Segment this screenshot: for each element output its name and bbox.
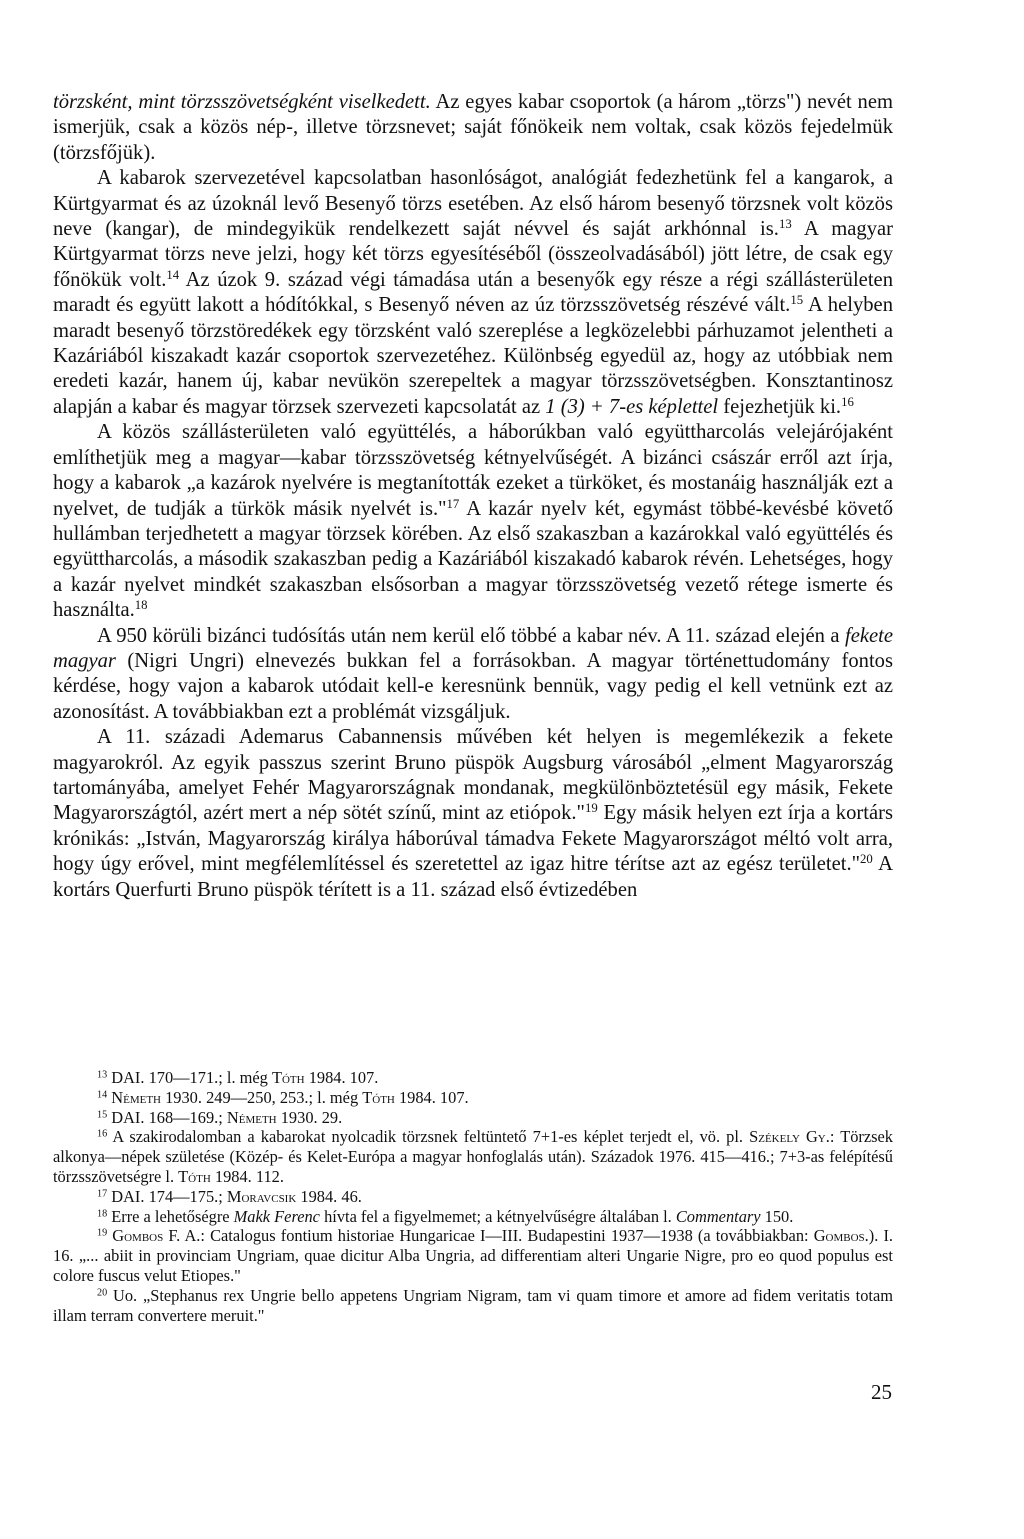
footnote-marker: 20: [860, 852, 873, 867]
text-run: A kortárs Querfurti Bruno püspök térített is a 11. század első évtizedében: [53, 853, 893, 901]
text-run: A kabarok szervezetével kapcsolatban hasonlóságot, analógiát fedezhetünk fel a kangarok, a Kürtgyarmat és az úzoknál levő Besenyő törzs esetében. Az első három besenyő törzsnek volt közös neve (kangar), de mindegyikük rendelkezett saját névvel és saját arkhónnal is.: [53, 167, 893, 241]
text-run: A 950 körüli bizánci tudósítás után nem kerül elő többé a kabar név. A 11. század elején a: [97, 624, 845, 647]
footnote-text: DAI. 170—171.; l. még: [107, 1068, 272, 1087]
footnote-number: 18: [97, 1208, 108, 1219]
text-run: fejezhetjük ki.: [718, 395, 842, 418]
paragraph: [53, 166, 893, 420]
italic-text: fekete magyar: [53, 624, 893, 672]
main-text: [53, 90, 893, 903]
paragraph: [53, 624, 893, 726]
text-run: Egy másik helyen ezt írja a kortárs krónikás: „István, Magyarország királya háborúval támadva Fekete Magyarországot méltó volt arra, hogy úgy erővel, mint megfélemlítéssel és szeretettel az igaz hitre térítse azt az egész területet.": [53, 802, 893, 876]
footnote-marker: 16: [841, 394, 854, 409]
footnote-text: 1984. 107.: [304, 1068, 379, 1087]
author-name: Németh: [111, 1087, 161, 1107]
footnote-marker: 18: [134, 598, 148, 613]
footnote-number: 14: [97, 1089, 108, 1101]
footnote: [53, 1286, 893, 1326]
footnote-marker: 13: [778, 217, 792, 232]
author-name: Tóth: [178, 1166, 211, 1186]
italic-text: Makk Ferenc: [233, 1206, 320, 1226]
footnote-text: hívta fel a figyelmemet; a kétnyelvűségre általában l.: [319, 1206, 676, 1226]
footnote-text: F. A.: Catalogus fontium historiae Hungaricae I—III. Budapestini 1937—1938 (a továbbiakban:: [163, 1226, 814, 1246]
footnote: [53, 1226, 893, 1285]
footnote-marker: 14: [166, 267, 180, 282]
footnote-number: 17: [97, 1188, 108, 1200]
footnote: [53, 1108, 893, 1128]
footnote-text: : Törzsek alkonya—népek születése (Közép- és Kelet-Európa a magyar honfoglalás után). Századok 1976. 415—416.; 7+3-as felépítésű törzsszövetségre l.: [53, 1127, 893, 1186]
author-name: Gombos: [813, 1226, 865, 1246]
text-run: A 11. századi Ademarus Cabannensis művében két helyen is megemlékezik a fekete magyarokról. Az egyik passzus szerint Bruno püspök Augsburg városából „elment Magyarország tartományába, amelyet Fehér Magyarországnak mondanak, megkülönböztetésül egy másik, Fekete Magyarországtól, azért mert a nép sötét színű, mint az etiópok.": [53, 726, 893, 825]
footnote-number: 13: [97, 1069, 108, 1081]
footnote: [53, 1207, 893, 1227]
author-name: Tóth: [271, 1068, 305, 1087]
italic-text: törzsként, mint törzsszövetségként viselkedett.: [53, 91, 431, 113]
author-name: Tóth: [362, 1087, 395, 1107]
author-name: Gombos: [112, 1226, 164, 1246]
footnote-text: Erre a lehetőségre: [107, 1206, 234, 1226]
footnote-number: 19: [97, 1227, 108, 1239]
footnote-text: Uo. „Stephanus rex Ungrie bello appetens Ungriam Nigram, tam vi quam timore et amore ad fidem veritatis totam illam terram convertere meruit.": [53, 1285, 893, 1325]
page-number: 25: [871, 1380, 892, 1404]
footnote-text: 1984. 46.: [296, 1186, 362, 1206]
footnote: [53, 1088, 893, 1108]
footnote-text: 1930. 249—250, 253.; l. még: [161, 1087, 363, 1107]
footnote-text: A szakirodalomban a kabarokat nyolcadik törzsnek feltüntető 7+1-es képlet terjedt el, vö. pl.: [107, 1127, 750, 1147]
footnote: [53, 1068, 893, 1088]
text-run: A közös szállásterületen való együttélés, a háborúkban való együttharcolás velejárójaként említhetjük meg a magyar—kabar törzsszövetség kétnyelvűségét. A bizánci császár erről azt írja, hogy a kabarok „a kazárok nyelvére is megtanították ezeket a türköket, és mostanáig használják ezt a nyelvet, de tudják a türkök másik nyelvét is.": [53, 421, 893, 520]
paragraph: [53, 90, 893, 166]
paragraph: [53, 420, 893, 623]
footnote-text: 1984. 107.: [394, 1087, 469, 1107]
paragraph: [53, 725, 893, 903]
footnote-number: 20: [97, 1287, 108, 1299]
text-run: (Nigri Ungri) elnevezés bukkan fel a forrásokban. A magyar történettudomány fontos kérdése, hogy vajon a kabarok utódait kell-e keresnünk bennük, vagy pedig el kell vetnünk ezt az azonosítást. A továbbiakban ezt a problémát vizsgáljuk.: [53, 649, 893, 723]
text-run: A magyar Kürtgyarmat törzs neve jelzi, hogy két törzs egyesítéséből (összeolvadásából) jött létre, de csak egy főnökük volt.: [53, 218, 893, 291]
footnote-text: 1984. 112.: [210, 1166, 284, 1186]
footnote-text: 150.: [760, 1206, 794, 1226]
footnote-marker: 17: [446, 496, 460, 511]
footnote: [53, 1127, 893, 1186]
text-run: Az egyes kabar csoportok (a három „törzs") nevét nem ismerjük, csak a közös nép-, illetve törzsnevet; saját főnökeik nem voltak, csak közös fejedelmük (törzsfőjük).: [53, 91, 893, 164]
author-name: Németh: [226, 1107, 277, 1127]
footnote-number: 16: [97, 1128, 108, 1140]
text-run: Az úzok 9. század végi támadása után a besenyők egy része a régi szállásterületen maradt és együtt lakott a hódítókkal, s Besenyő néven az úz törzsszövetség részévé vált.: [53, 268, 893, 317]
footnote-text: 1930. 29.: [276, 1107, 343, 1127]
footnote-number: 15: [97, 1109, 108, 1121]
footnote-text: DAI. 168—169.;: [107, 1107, 227, 1127]
footnote-text: DAI. 174—175.;: [107, 1186, 227, 1206]
text-run: A kazár nyelv két, egymást többé-kevésbé követő hullámban terjedhetett a magyar törzsek körében. Az első szakaszban a kazárokkal való együttélés és együttharcolás, a második szakaszban pedig a Kazáriából kiszakadó kabarok révén. Lehetséges, hogy a kazár nyelvet mindkét szakaszban elsősorban a magyar törzsszövetség vezető rétege ismerte és használta.: [53, 497, 893, 622]
text-run: A helyben maradt besenyő törzstöredékek egy törzsként való szereplése a legközelebbi párhuzamot jelentheti a Kazáriából kiszakadt kazár csoportok szervezetéhez. Különbség egyedül az, hogy az utóbbiak nem eredeti kazár, hanem új, kabar nevükön szerepeltek a magyar törzsszövetségben. Konsztantinosz alapján a kabar és magyar törzsek szervezeti kapcsolatát az: [53, 294, 893, 418]
italic-text: Commentary: [675, 1206, 761, 1226]
footnote-marker: 15: [790, 293, 804, 308]
footnote-marker: 19: [584, 801, 598, 816]
italic-text: 1 (3) + 7-es képlettel: [545, 395, 719, 418]
author-name: Székely Gy.: [749, 1127, 830, 1147]
footnote: [53, 1187, 893, 1207]
author-name: Moravcsik: [226, 1186, 297, 1206]
footnote-text: .). I. 16. „... abiit in provinciam Ungriam, quae dicitur Alba Ungria, ad differentiam alteri Ungarie Nigre, pro eo quod populus est colore fuscus velut Etiopes.": [53, 1226, 893, 1285]
footnotes: [53, 1068, 893, 1325]
